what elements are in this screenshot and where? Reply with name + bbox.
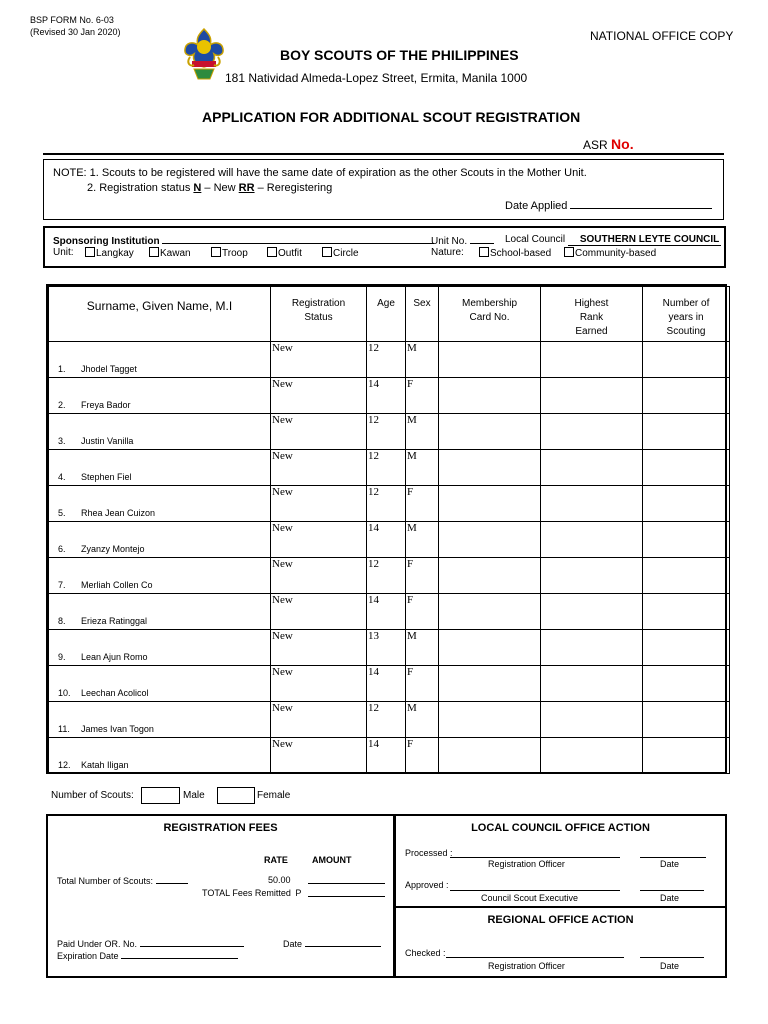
local-action-title: LOCAL COUNCIL OFFICE ACTION [471,822,650,834]
checkbox-icon[interactable] [322,247,332,257]
table-header-row [49,287,730,342]
scout-table [46,284,727,774]
scout-name: Zyanzy Montejo [81,544,145,554]
note-line-1: NOTE: 1. Scouts to be registered will have the same date of expiration as the other Scouts in the Mother Unit. [53,167,587,179]
approved-field[interactable] [450,881,620,891]
note-box [43,159,724,220]
sponsoring-field[interactable] [162,234,434,244]
table-row [49,738,730,774]
checkbox-icon[interactable] [85,247,95,257]
total-scouts-row [57,875,188,887]
status-cell[interactable]: New [271,522,367,558]
scout-name: Justin Vanilla [81,436,134,446]
status-cell[interactable]: New [271,630,367,666]
age-cell[interactable]: 13 [367,630,406,666]
row-number: 11. [58,724,70,734]
card-no-cell[interactable] [439,378,541,414]
status-cell[interactable]: New [271,414,367,450]
sponsoring-row [53,234,434,247]
processed-field[interactable] [450,848,620,858]
sex-cell[interactable]: M [406,450,439,486]
header-name: Surname, Given Name, M.I [49,287,271,342]
scout-name-cell[interactable] [49,738,271,774]
checkbox-icon[interactable] [211,247,221,257]
female-count-field[interactable] [217,787,255,804]
table-row [49,594,730,630]
status-cell[interactable]: New [271,450,367,486]
paid-date-label: Date [283,939,303,949]
age-cell[interactable]: 14 [367,594,406,630]
rate-label: RATE [264,855,288,865]
nature-label: Nature: [431,247,464,258]
card-no-cell[interactable] [439,450,541,486]
scout-name: Merliah Collen Co [81,580,153,590]
rank-cell[interactable] [541,702,643,738]
processed-date-field[interactable] [640,848,706,858]
checkbox-icon[interactable] [149,247,159,257]
sex-cell[interactable]: F [406,666,439,702]
asr-number [583,136,634,152]
age-cell[interactable]: 14 [367,522,406,558]
org-name: BOY SCOUTS OF THE PHILIPPINES [280,47,519,63]
regional-action-title: REGIONAL OFFICE ACTION [487,914,634,926]
scout-name-cell[interactable] [49,666,271,702]
paid-under-label: Paid Under OR. No. [57,939,138,949]
sex-cell[interactable]: F [406,378,439,414]
or-number-field[interactable] [140,938,244,947]
sex-cell[interactable]: M [406,342,439,378]
council-exec-label: Council Scout Executive [481,893,579,903]
status-rr: RR [238,182,255,194]
scout-name: Erieza Ratinggal [81,616,148,626]
status-cell[interactable]: New [271,486,367,522]
rank-cell[interactable] [541,486,643,522]
years-cell[interactable] [643,342,730,378]
scout-name: Katah Iligan [81,760,129,770]
header-divider [43,153,724,155]
form-number: BSP FORM No. 6-03 [30,15,114,25]
scout-name-cell[interactable] [49,414,271,450]
card-no-cell[interactable] [439,558,541,594]
table-row [49,414,730,450]
years-cell[interactable] [643,702,730,738]
sex-cell[interactable]: M [406,702,439,738]
header-sex: Sex [406,287,439,342]
fees-title: REGISTRATION FEES [163,822,278,834]
row-number: 7. [58,580,66,590]
checkbox-icon[interactable] [479,247,489,257]
row-number: 6. [58,544,66,554]
rank-cell[interactable] [541,738,643,774]
scout-name: Lean Ajun Romo [81,652,148,662]
years-cell[interactable] [643,594,730,630]
scout-name-cell[interactable] [49,558,271,594]
sex-cell[interactable]: F [406,486,439,522]
male-count-field[interactable] [141,787,180,804]
bsp-logo-icon [182,27,226,83]
sponsoring-label: Sponsoring Institution [53,236,160,247]
table-row [49,450,730,486]
sex-cell[interactable]: M [406,414,439,450]
table-row [49,558,730,594]
rank-cell[interactable] [541,522,643,558]
row-number: 4. [58,472,66,482]
unit-option-troop[interactable]: Troop [211,247,248,259]
expiration-field[interactable] [121,950,238,959]
approved-date-label: Date [660,893,680,903]
rank-cell[interactable] [541,666,643,702]
processed-label: Processed : [405,848,453,858]
checkbox-icon[interactable] [267,247,277,257]
asr-label: ASR [583,138,608,152]
checked-officer-label: Registration Officer [488,961,565,971]
rank-cell[interactable] [541,342,643,378]
scout-name: Stephen Fiel [81,472,132,482]
unit-option-langkay[interactable]: Langkay [85,247,134,259]
table-row [49,378,730,414]
card-no-cell[interactable] [439,522,541,558]
male-label: Male [183,790,205,801]
expiration-label: Expiration Date [57,951,119,961]
rank-cell[interactable] [541,378,643,414]
nature-option-school[interactable]: School-based [479,247,551,259]
checkbox-icon[interactable] [564,247,574,257]
processed-officer-label: Registration Officer [488,859,565,869]
age-cell[interactable]: 12 [367,702,406,738]
checked-date-field[interactable] [640,948,704,958]
table-row [49,666,730,702]
header-age: Age [367,287,406,342]
revision-date: (Revised 30 Jan 2020) [30,27,121,37]
scout-name: James Ivan Togon [81,724,154,734]
years-cell[interactable] [643,666,730,702]
total-scouts-label: Total Number of Scouts: [57,876,154,886]
status-cell[interactable]: New [271,594,367,630]
status-cell[interactable]: New [271,702,367,738]
table-row [49,486,730,522]
scout-name-cell[interactable] [49,450,271,486]
unit-type-row [53,247,74,258]
scout-name-cell[interactable] [49,378,271,414]
rank-cell[interactable] [541,450,643,486]
date-applied-label: Date Applied [505,200,568,212]
years-cell[interactable] [643,738,730,774]
card-no-cell[interactable] [439,630,541,666]
rank-cell[interactable] [541,594,643,630]
card-no-cell[interactable] [439,486,541,522]
unit-option-circle[interactable]: Circle [322,247,359,259]
total-scouts-field[interactable] [156,875,188,884]
age-cell[interactable]: 14 [367,738,406,774]
rate-value: 50.00 [268,875,291,885]
row-number: 8. [58,616,66,626]
card-no-cell[interactable] [439,342,541,378]
header-rank: Highest Rank Earned [541,287,643,342]
total-fees-field[interactable] [308,887,385,897]
status-cell[interactable]: New [271,378,367,414]
row-number: 10. [58,688,71,698]
scout-name-cell[interactable] [49,486,271,522]
age-cell[interactable]: 12 [367,414,406,450]
years-cell[interactable] [643,630,730,666]
unit-no-row [431,234,494,247]
note-line-2: 2. Registration status N – New RR – Reregistering [87,182,333,194]
sex-cell[interactable]: M [406,522,439,558]
female-label: Female [257,790,291,801]
years-cell[interactable] [643,414,730,450]
paid-date-row [283,938,381,950]
processed-date-label: Date [660,859,680,869]
row-number: 3. [58,436,66,446]
header-card: Membership Card No. [439,287,541,342]
row-number: 9. [58,652,66,662]
table-row [49,522,730,558]
scout-name: Leechan Acolicol [81,688,149,698]
local-council-value: SOUTHERN LEYTE COUNCIL [568,234,721,246]
sex-cell[interactable]: M [406,630,439,666]
unit-option-outfit[interactable]: Outfit [267,247,302,259]
sex-cell[interactable]: F [406,558,439,594]
unit-option-kawan[interactable]: Kawan [149,247,191,259]
status-cell[interactable]: New [271,342,367,378]
rank-cell[interactable] [541,414,643,450]
scout-name-cell[interactable] [49,522,271,558]
checked-label: Checked : [405,948,446,958]
nature-option-community[interactable]: Community-based [564,247,656,259]
asr-no: No. [611,136,634,152]
local-council-row [505,234,721,246]
age-cell[interactable]: 12 [367,342,406,378]
age-cell[interactable]: 12 [367,450,406,486]
row-number: 5. [58,508,66,518]
age-cell[interactable]: 12 [367,486,406,522]
header-years: Number of years in Scouting [643,287,730,342]
table-row [49,630,730,666]
age-cell[interactable]: 14 [367,378,406,414]
scout-name: Freya Bador [81,400,131,410]
scout-name-cell[interactable] [49,702,271,738]
sex-cell[interactable]: F [406,594,439,630]
number-of-scouts-label: Number of Scouts: [51,790,134,801]
status-n: N [193,182,202,194]
age-cell[interactable]: 12 [367,558,406,594]
unit-no-label: Unit No. [431,236,468,247]
status-cell[interactable]: New [271,738,367,774]
unit-no-field[interactable] [470,234,494,244]
years-cell[interactable] [643,486,730,522]
card-no-cell[interactable] [439,738,541,774]
scout-name-cell[interactable] [49,594,271,630]
checked-date-label: Date [660,961,680,971]
status-cell[interactable]: New [271,558,367,594]
paid-under-row [57,938,244,950]
expiration-row [57,950,238,962]
unit-info-box [43,226,726,268]
local-council-label: Local Council [505,234,566,245]
date-applied-field[interactable] [570,198,712,209]
sex-cell[interactable]: F [406,738,439,774]
scout-name-cell[interactable] [49,630,271,666]
table-row [49,342,730,378]
copy-label: NATIONAL OFFICE COPY [590,29,734,43]
total-fees-label: TOTAL Fees Remitted [202,888,291,898]
peso-label: P [295,888,302,898]
years-cell[interactable] [643,558,730,594]
amount-field[interactable] [308,874,385,884]
rank-cell[interactable] [541,630,643,666]
row-number: 12. [58,760,71,770]
card-no-cell[interactable] [439,702,541,738]
org-address: 181 Natividad Almeda-Lopez Street, Ermita, Manila 1000 [225,71,528,85]
age-cell[interactable]: 14 [367,666,406,702]
rank-cell[interactable] [541,558,643,594]
row-number: 1. [58,364,66,374]
years-cell[interactable] [643,522,730,558]
local-council-action-box [394,814,727,908]
regional-action-box [394,906,727,978]
scout-name: Jhodel Tagget [81,364,137,374]
unit-label: Unit: [53,247,74,258]
status-cell[interactable]: New [271,666,367,702]
years-cell[interactable] [643,378,730,414]
total-fees-row [202,888,301,899]
card-no-cell[interactable] [439,414,541,450]
form-title: APPLICATION FOR ADDITIONAL SCOUT REGISTRATION [202,109,581,125]
approved-label: Approved : [405,880,449,890]
card-no-cell[interactable] [439,666,541,702]
row-number: 2. [58,400,66,410]
card-no-cell[interactable] [439,594,541,630]
paid-date-field[interactable] [305,938,381,947]
table-row [49,702,730,738]
scout-name-cell[interactable] [49,342,271,378]
registration-fees-box [46,814,395,978]
approved-date-field[interactable] [640,881,704,891]
years-cell[interactable] [643,450,730,486]
header-status: Registration Status [271,287,367,342]
checked-field[interactable] [446,948,624,958]
scout-name: Rhea Jean Cuizon [81,508,156,518]
date-applied [505,198,712,212]
amount-label: AMOUNT [312,855,352,865]
